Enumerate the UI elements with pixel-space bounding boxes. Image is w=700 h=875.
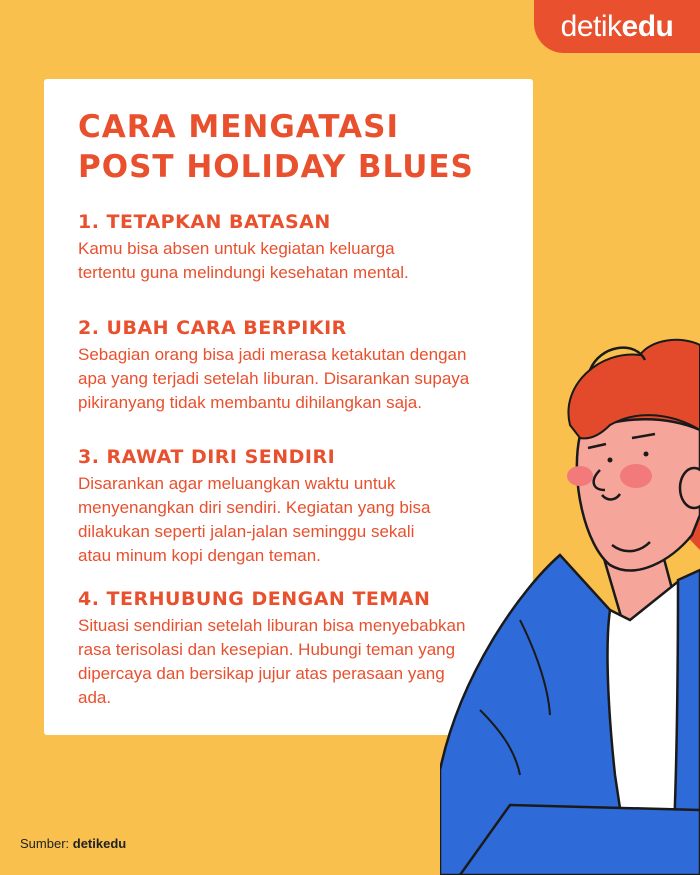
tip-body: Situasi sendirian setelah liburan bisa menyebabkan rasa terisolasi dan kesepian. Hubungi teman yang dipercaya dan bersikap jujur atas perasaan yang ada. <box>78 616 466 707</box>
logo-text-bold: edu <box>621 9 674 43</box>
eye-shape <box>608 458 613 463</box>
logo-text-regular: detik <box>560 9 622 43</box>
tip-heading: 2. UBAH CARA BERPIKIR <box>78 317 347 339</box>
title-line-2: POST HOLIDAY BLUES <box>78 149 474 185</box>
tip-body: Kamu bisa absen untuk kegiatan keluarga tertentu guna melindungi kesehatan mental. <box>78 239 409 282</box>
source-value: detikedu <box>72 836 127 851</box>
source-credit <box>20 836 126 851</box>
cheek-shape <box>567 466 593 486</box>
tip-heading: 1. TETAPKAN BATASAN <box>78 211 331 233</box>
tip-body: Sebagian orang bisa jadi merasa ketakutan dengan apa yang terjadi setelah liburan. Disarankan supaya pikiranyang tidak membantu dihilangkan saja. <box>78 345 470 412</box>
tip-heading: 3. RAWAT DIRI SENDIRI <box>78 446 336 468</box>
tip-item-1 <box>78 209 518 285</box>
eye-shape <box>644 452 649 457</box>
person-illustration <box>440 330 700 875</box>
tip-heading: 4. TERHUBUNG DENGAN TEMAN <box>78 588 431 610</box>
page-title <box>78 107 474 187</box>
cheek-shape <box>620 464 652 488</box>
source-label: Sumber: <box>20 836 70 851</box>
detikedu-logo[interactable] <box>534 0 700 53</box>
title-line-1: CARA MENGATASI <box>78 109 399 145</box>
tip-body: Disarankan agar meluangkan waktu untuk menyenangkan diri sendiri. Kegiatan yang bisa dilakukan seperti jalan-jalan seminggu sekali atau minum kopi dengan teman. <box>78 474 431 565</box>
ear-shape <box>680 468 700 508</box>
